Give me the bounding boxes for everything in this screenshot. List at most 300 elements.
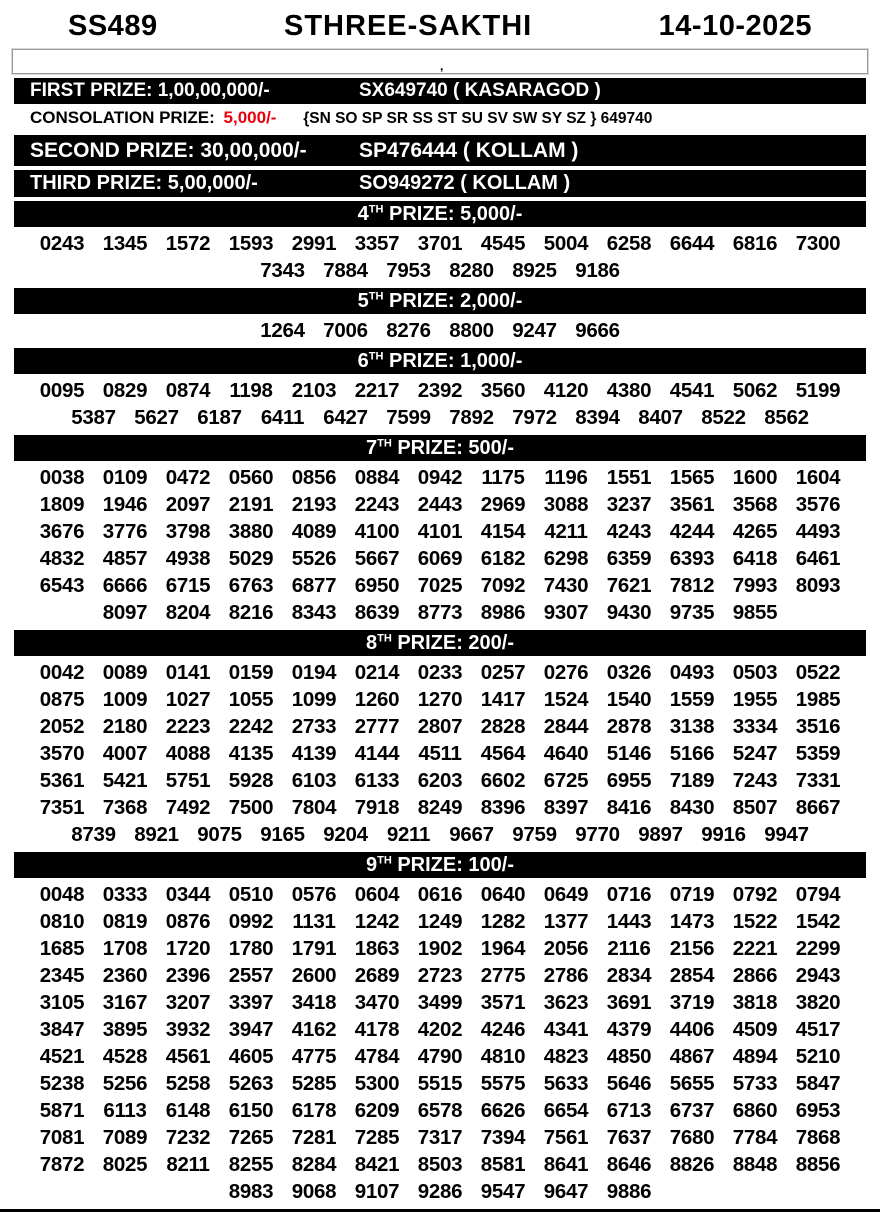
tier-ordinal-suffix: TH: [368, 350, 384, 363]
prize-number: 1522: [732, 910, 778, 933]
prize-number: 6411: [260, 406, 305, 429]
prize-number: 6182: [480, 547, 526, 570]
prize-number: 4202: [417, 1018, 463, 1041]
prize-number: 0640: [480, 883, 526, 906]
prize-number: 0276: [543, 661, 589, 684]
prize-number: 1809: [39, 493, 85, 516]
prize-number: 4810: [480, 1045, 526, 1068]
prize-number: 2723: [417, 964, 463, 987]
third-prize-label: THIRD PRIZE: 5,00,000/-: [30, 172, 258, 194]
prize-number: 8507: [732, 796, 778, 819]
prize-number: 1946: [102, 493, 148, 516]
tier-7-header: [14, 435, 866, 461]
prize-number: 0159: [228, 661, 274, 684]
tier-prize-amount: PRIZE: 2,000/-: [383, 290, 523, 312]
prize-number: 4545: [480, 232, 526, 255]
prize-number: 2193: [291, 493, 337, 516]
prize-number: 5361: [39, 769, 85, 792]
prize-number: 9204: [323, 823, 368, 846]
prize-number: 2156: [669, 937, 715, 960]
prize-number: 4561: [165, 1045, 211, 1068]
prize-number: 2221: [732, 937, 778, 960]
prize-number: 1540: [606, 688, 652, 711]
prize-number: 4493: [795, 520, 841, 543]
prize-number: 1175: [481, 466, 525, 489]
tier-sections: [0, 201, 880, 1205]
tier-8-header: [14, 630, 866, 656]
prize-number: 6209: [354, 1099, 400, 1122]
prize-number: 7243: [732, 769, 778, 792]
prize-number: 8343: [291, 601, 337, 624]
prize-number: 6298: [543, 547, 589, 570]
prize-number: 5575: [480, 1072, 526, 1095]
prize-number: 7430: [543, 574, 589, 597]
tier-ordinal-suffix: TH: [377, 437, 392, 450]
prize-number: 6113: [103, 1099, 147, 1122]
prize-number: 0503: [732, 661, 778, 684]
prize-number: 5146: [606, 742, 652, 765]
prize-number: 2786: [543, 964, 589, 987]
prize-number: 8826: [669, 1153, 715, 1176]
prize-number: 4089: [291, 520, 337, 543]
prize-number: 3418: [291, 991, 337, 1014]
prize-number: 6543: [39, 574, 85, 597]
prize-number: 7394: [480, 1126, 526, 1149]
prize-number: 6666: [102, 574, 148, 597]
prize-number: 3701: [417, 232, 463, 255]
prize-number: 6626: [480, 1099, 526, 1122]
prize-number: 6178: [291, 1099, 337, 1122]
prize-number: 0829: [102, 379, 148, 402]
prize-number: 7351: [39, 796, 85, 819]
prize-number: 3895: [102, 1018, 148, 1041]
prize-number: 7081: [39, 1126, 85, 1149]
prize-number: 0109: [102, 466, 148, 489]
prize-number: 7092: [480, 574, 526, 597]
prize-number: 8522: [701, 406, 746, 429]
prize-number: 6713: [606, 1099, 652, 1122]
prize-number: 4938: [165, 547, 211, 570]
prize-number: 4162: [291, 1018, 337, 1041]
prize-number: 1780: [228, 937, 274, 960]
prize-number: 0810: [39, 910, 85, 933]
prize-number: 2345: [39, 964, 85, 987]
prize-number: 8093: [795, 574, 841, 597]
prize-number: 1345: [102, 232, 148, 255]
prize-number: 0095: [39, 379, 85, 402]
prize-number: 0048: [39, 883, 85, 906]
prize-number: 0326: [606, 661, 652, 684]
prize-number: 6203: [417, 769, 463, 792]
prize-number: 1955: [732, 688, 778, 711]
tier-number: 9: [365, 854, 378, 876]
prize-number: 6654: [543, 1099, 589, 1122]
prize-number: 3847: [39, 1018, 85, 1041]
tier-4-header: [14, 201, 866, 227]
prize-number: 3237: [606, 493, 652, 516]
prize-number: 0493: [669, 661, 715, 684]
draw-code: SS489: [68, 10, 158, 42]
prize-number: 4605: [228, 1045, 274, 1068]
prize-number: 4380: [606, 379, 652, 402]
prize-number: 4517: [795, 1018, 841, 1041]
prize-number: 8416: [606, 796, 652, 819]
prize-number: 9186: [575, 259, 620, 282]
prize-number: 2777: [354, 715, 400, 738]
prize-number: 5655: [669, 1072, 715, 1095]
prize-number: 1055: [228, 688, 274, 711]
prize-number: 0876: [165, 910, 211, 933]
prize-number: 0819: [102, 910, 148, 933]
prize-number: 7599: [386, 406, 431, 429]
prize-number: 1604: [795, 466, 841, 489]
prize-number: 7993: [732, 574, 778, 597]
prize-number: 7025: [417, 574, 463, 597]
prize-number: 0884: [354, 466, 400, 489]
prize-number: 0472: [165, 466, 211, 489]
prize-number: 8284: [291, 1153, 337, 1176]
prize-number: 3947: [228, 1018, 274, 1041]
prize-number: 0649: [543, 883, 589, 906]
prize-number: 0510: [228, 883, 274, 906]
prize-number: 7680: [669, 1126, 715, 1149]
prize-number: 8025: [102, 1153, 148, 1176]
prize-number: 0257: [480, 661, 526, 684]
prize-number: 1282: [480, 910, 526, 933]
prize-number: 9211: [386, 823, 431, 846]
stray-mark: ,: [440, 59, 444, 73]
prize-number: 3560: [480, 379, 526, 402]
prize-number: 5247: [732, 742, 778, 765]
prize-number: 4640: [543, 742, 589, 765]
prize-number: 1791: [291, 937, 337, 960]
prize-number: 6816: [732, 232, 778, 255]
prize-number: 9667: [449, 823, 494, 846]
prize-number: 1417: [480, 688, 526, 711]
prize-number: 1264: [260, 319, 305, 342]
prize-number: 2828: [480, 715, 526, 738]
prize-number: 4246: [480, 1018, 526, 1041]
prize-number: 5928: [228, 769, 274, 792]
prize-number: 9068: [291, 1180, 337, 1203]
prize-number: 4265: [732, 520, 778, 543]
prize-number: 4406: [669, 1018, 715, 1041]
tier-ordinal-suffix: TH: [377, 632, 392, 645]
prize-number: 8397: [543, 796, 589, 819]
prize-number: 8773: [417, 601, 463, 624]
prize-number: 7637: [606, 1126, 652, 1149]
prize-number: 3576: [795, 493, 841, 516]
prize-number: 8581: [480, 1153, 526, 1176]
tier-prize-amount: PRIZE: 5,000/-: [383, 203, 523, 225]
empty-note-box: [12, 49, 868, 74]
prize-number: 3798: [165, 520, 211, 543]
prize-number: 8430: [669, 796, 715, 819]
prize-number: 0992: [228, 910, 274, 933]
first-prize-winner: SX649740 ( KASARAGOD ): [359, 80, 601, 101]
first-prize-bar: [14, 78, 866, 104]
prize-number: 9916: [701, 823, 746, 846]
prize-number: 5238: [39, 1072, 85, 1095]
tier-ordinal-suffix: TH: [368, 203, 384, 216]
prize-number: 8216: [228, 601, 274, 624]
prize-number: 3776: [102, 520, 148, 543]
prize-number: 6148: [165, 1099, 211, 1122]
prize-number: 8396: [480, 796, 526, 819]
tier-4-numbers: [29, 230, 851, 284]
prize-number: 5029: [228, 547, 274, 570]
third-prize-winner: SO949272 ( KOLLAM ): [359, 172, 571, 194]
prize-number: 9735: [669, 601, 715, 624]
prize-number: 4139: [291, 742, 337, 765]
prize-number: 4243: [606, 520, 652, 543]
prize-number: 2392: [417, 379, 463, 402]
prize-number: 3932: [165, 1018, 211, 1041]
tier-number: 7: [365, 437, 378, 459]
tier-ordinal-suffix: TH: [377, 854, 392, 867]
prize-number: 6602: [480, 769, 526, 792]
prize-number: 6763: [228, 574, 274, 597]
prize-number: 8986: [480, 601, 526, 624]
prize-number: 1542: [795, 910, 841, 933]
prize-number: 0794: [795, 883, 841, 906]
prize-number: 0214: [354, 661, 400, 684]
prize-number: 4120: [543, 379, 589, 402]
prize-number: 3623: [543, 991, 589, 1014]
prize-number: 5166: [669, 742, 715, 765]
prize-number: 7089: [102, 1126, 148, 1149]
prize-number: 4832: [39, 547, 85, 570]
prize-number: 5515: [417, 1072, 463, 1095]
prize-number: 2191: [228, 493, 274, 516]
prize-number: 0522: [795, 661, 841, 684]
prize-number: 8204: [165, 601, 211, 624]
prize-number: 9307: [543, 601, 589, 624]
prize-number: 6737: [669, 1099, 715, 1122]
prize-number: 5421: [102, 769, 148, 792]
prize-number: 8925: [512, 259, 557, 282]
prize-number: 7784: [732, 1126, 778, 1149]
prize-number: 9855: [732, 601, 778, 624]
prize-number: 8646: [606, 1153, 652, 1176]
prize-number: 0333: [102, 883, 148, 906]
prize-number: 4100: [354, 520, 400, 543]
prize-number: 0719: [669, 883, 715, 906]
tier-number: 8: [365, 632, 378, 654]
prize-number: 2097: [165, 493, 211, 516]
prize-number: 7265: [228, 1126, 274, 1149]
prize-number: 5847: [795, 1072, 841, 1095]
prize-number: 9647: [543, 1180, 589, 1203]
prize-number: 7300: [795, 232, 841, 255]
prize-number: 1242: [354, 910, 400, 933]
prize-number: 2223: [165, 715, 211, 738]
prize-number: 8639: [354, 601, 400, 624]
prize-number: 8503: [417, 1153, 463, 1176]
third-prize-bar: [14, 170, 866, 197]
prize-number: 0874: [165, 379, 211, 402]
prize-number: 7892: [449, 406, 494, 429]
prize-number: 4894: [732, 1045, 778, 1068]
prize-number: 6955: [606, 769, 652, 792]
prize-number: 2854: [669, 964, 715, 987]
prize-number: 5667: [354, 547, 400, 570]
prize-number: 4521: [39, 1045, 85, 1068]
prize-number: 7953: [386, 259, 431, 282]
prize-number: 4823: [543, 1045, 589, 1068]
prize-number: 2443: [417, 493, 463, 516]
prize-number: 6725: [543, 769, 589, 792]
prize-number: 2360: [102, 964, 148, 987]
prize-number: 6860: [732, 1099, 778, 1122]
prize-number: 7500: [228, 796, 274, 819]
prize-number: 6393: [669, 547, 715, 570]
second-prize-bar: [14, 135, 866, 166]
prize-number: 9107: [354, 1180, 400, 1203]
prize-number: 4341: [543, 1018, 589, 1041]
prize-number: 2969: [480, 493, 526, 516]
prize-number: 9886: [606, 1180, 652, 1203]
prize-number: 5526: [291, 547, 337, 570]
prize-number: 3397: [228, 991, 274, 1014]
prize-number: 8211: [166, 1153, 210, 1176]
prize-number: 7884: [323, 259, 368, 282]
prize-number: 4784: [354, 1045, 400, 1068]
prize-number: 1473: [669, 910, 715, 933]
prize-number: 4509: [732, 1018, 778, 1041]
tier-9-header: [14, 852, 866, 878]
prize-number: 5062: [732, 379, 778, 402]
tier-prize-amount: PRIZE: 500/-: [391, 437, 515, 459]
prize-number: 1524: [543, 688, 589, 711]
prize-number: 3105: [39, 991, 85, 1014]
prize-number: 5256: [102, 1072, 148, 1095]
prize-number: 2180: [102, 715, 148, 738]
prize-number: 0042: [39, 661, 85, 684]
prize-number: 6150: [228, 1099, 274, 1122]
prize-number: 0194: [291, 661, 337, 684]
prize-number: 1559: [669, 688, 715, 711]
prize-number: 4244: [669, 520, 715, 543]
prize-number: 7804: [291, 796, 337, 819]
prize-number: 9247: [512, 319, 557, 342]
prize-number: 7868: [795, 1126, 841, 1149]
prize-number: 3516: [795, 715, 841, 738]
prize-number: 0038: [39, 466, 85, 489]
prize-number: 8641: [543, 1153, 589, 1176]
prize-number: 4379: [606, 1018, 652, 1041]
prize-number: 0141: [165, 661, 211, 684]
tier-number: 5: [357, 290, 369, 312]
tier-9-numbers: [29, 881, 851, 1205]
prize-number: 8921: [134, 823, 179, 846]
prize-number: 0344: [165, 883, 211, 906]
prize-number: 8848: [732, 1153, 778, 1176]
prize-number: 8421: [354, 1153, 400, 1176]
prize-number: 1985: [795, 688, 841, 711]
tier-prize-amount: PRIZE: 100/-: [391, 854, 515, 876]
prize-number: 1565: [669, 466, 715, 489]
prize-number: 0875: [39, 688, 85, 711]
prize-number: 3207: [165, 991, 211, 1014]
prize-number: 8800: [449, 319, 494, 342]
prize-number: 4154: [480, 520, 526, 543]
prize-number: 7812: [669, 574, 715, 597]
prize-number: 9947: [764, 823, 809, 846]
prize-number: 1196: [544, 466, 588, 489]
prize-number: 8562: [764, 406, 809, 429]
tier-prize-amount: PRIZE: 200/-: [391, 632, 515, 654]
prize-number: 7285: [354, 1126, 400, 1149]
prize-number: 3676: [39, 520, 85, 543]
tier-7-numbers: [29, 464, 851, 626]
prize-number: 2396: [165, 964, 211, 987]
prize-number: 7343: [260, 259, 305, 282]
prize-number: 3561: [669, 493, 715, 516]
prize-number: 0792: [732, 883, 778, 906]
prize-number: 2807: [417, 715, 463, 738]
tier-ordinal-suffix: TH: [368, 290, 384, 303]
prize-number: 4790: [417, 1045, 463, 1068]
prize-number: 5004: [543, 232, 589, 255]
prize-number: 6578: [417, 1099, 463, 1122]
tier-6-numbers: [29, 377, 851, 431]
prize-number: 4850: [606, 1045, 652, 1068]
prize-number: 3470: [354, 991, 400, 1014]
prize-number: 3880: [228, 520, 274, 543]
prize-number: 1551: [606, 466, 652, 489]
prize-number: 3088: [543, 493, 589, 516]
prize-number: 4564: [480, 742, 526, 765]
prize-number: 2217: [354, 379, 400, 402]
prize-number: 5733: [732, 1072, 778, 1095]
prize-number: 6644: [669, 232, 715, 255]
prize-number: 0560: [228, 466, 274, 489]
prize-number: 7561: [543, 1126, 589, 1149]
consolation-amount: 5,000/-: [223, 108, 277, 127]
prize-number: 2775: [480, 964, 526, 987]
prize-number: 7972: [512, 406, 557, 429]
prize-number: 5258: [165, 1072, 211, 1095]
prize-number: 6418: [732, 547, 778, 570]
prize-number: 2991: [291, 232, 337, 255]
prize-number: 7492: [165, 796, 211, 819]
prize-number: 6187: [197, 406, 242, 429]
tier-5-numbers: [29, 317, 851, 344]
prize-number: 6103: [291, 769, 337, 792]
prize-number: 4144: [354, 742, 400, 765]
prize-number: 2878: [606, 715, 652, 738]
prize-number: 7872: [39, 1153, 85, 1176]
prize-number: 2834: [606, 964, 652, 987]
prize-number: 6461: [795, 547, 841, 570]
tier-number: 6: [357, 350, 369, 372]
prize-number: 4007: [102, 742, 148, 765]
prize-number: 1902: [417, 937, 463, 960]
prize-number: 2689: [354, 964, 400, 987]
prize-number: 8983: [228, 1180, 274, 1203]
prize-number: 1720: [165, 937, 211, 960]
consolation-series: {SN SO SP SR SS ST SU SV SW SY SZ } 649740: [303, 110, 653, 127]
prize-number: 8276: [386, 319, 431, 342]
prize-number: 2052: [39, 715, 85, 738]
prize-number: 2866: [732, 964, 778, 987]
prize-number: 7918: [354, 796, 400, 819]
prize-number: 7281: [291, 1126, 337, 1149]
prize-number: 2557: [228, 964, 274, 987]
prize-number: 3691: [606, 991, 652, 1014]
first-prize-label: FIRST PRIZE: 1,00,00,000/-: [30, 80, 270, 101]
